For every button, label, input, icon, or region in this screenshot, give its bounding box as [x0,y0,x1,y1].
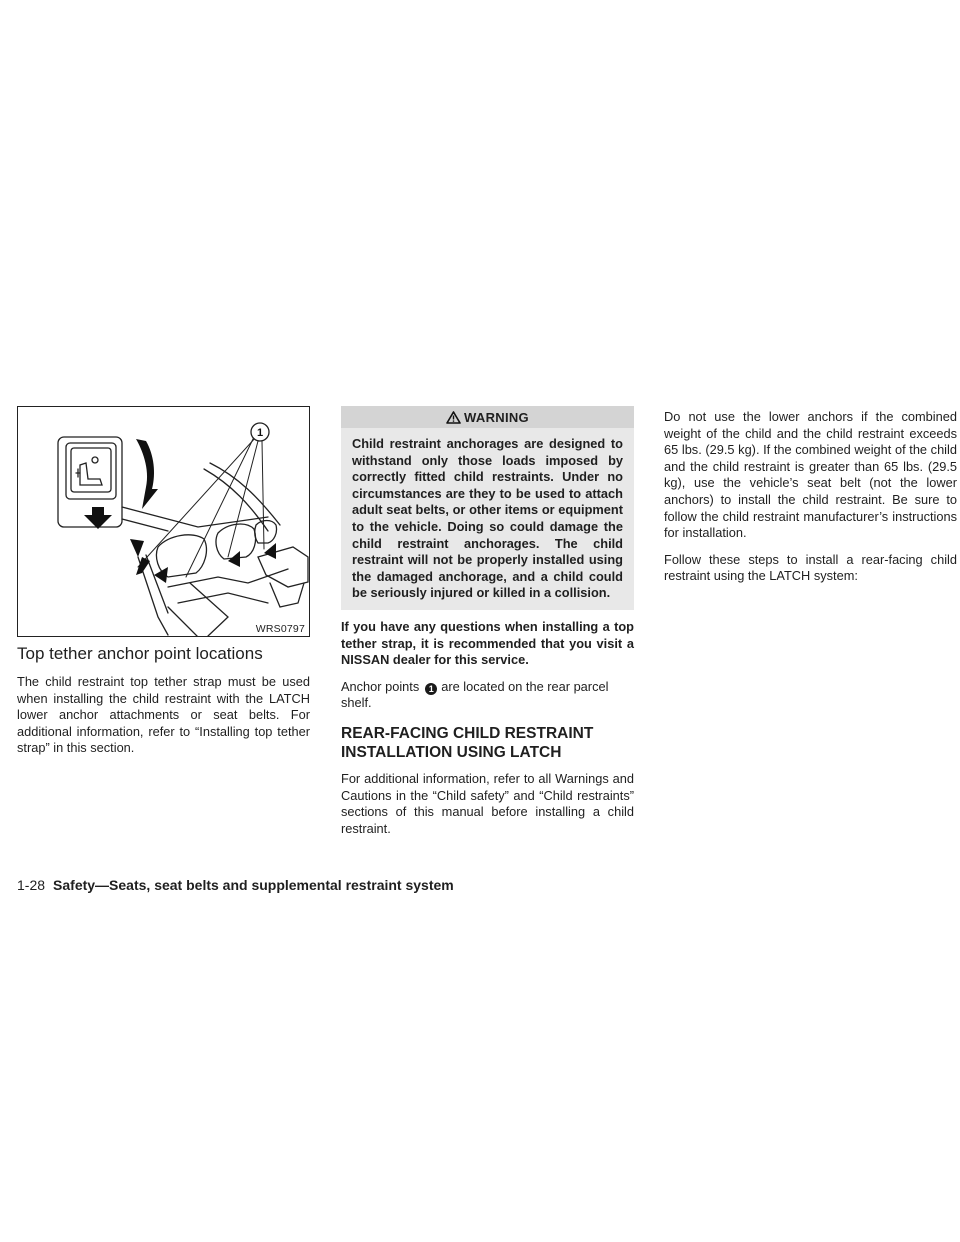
warning-box [341,406,634,610]
column-2 [341,406,634,847]
rear-shelf-drawing [18,407,309,636]
column-1 [17,406,310,767]
paragraph: For additional information, refer to all Warnings and Cautions in the “Child safety” and “Child restraints” sections of this manual before installing a child restraint. [341,770,634,836]
subheading: REAR-FACING CHILD RESTRAINT INSTALLATION USING LATCH [341,724,594,761]
svg-text:1: 1 [256,427,264,439]
dealer-advice: If you have any questions when installing a top tether strap, it is recommended that you visit a NISSAN dealer for this service. [341,618,634,668]
warning-triangle-icon [446,411,461,424]
paragraph: The child restraint top tether strap must be used when installing the child restraint with the LATCH lower anchor attachments or seat belts. For additional information, refer to “Installing top tether strap” in this section. [17,674,310,756]
warning-header [341,406,634,428]
callout-1-icon: 1 [425,683,437,695]
page-number: 1-28 [17,877,46,893]
direction-arrows [84,439,276,583]
chapter-title: Safety—Seats, seat belts and supplemental restraint system [53,877,454,893]
page-footer [17,877,454,893]
anchor-points-paragraph: Anchor points 1 are located on the rear parcel shelf. [341,678,609,711]
column-3 [664,409,957,595]
section-title: Top tether anchor point locations [17,644,263,663]
warning-text: Child restraint anchorages are designed to withstand only those loads imposed by correctly fitted child restraints. Under no circumstances are they to be used to attach adult seat belts, or other items or equipment to the vehicle. Doing so could damage the child restraint anchorages. The child restraint will not be properly installed using the damaged anchorage, and a child could be seriously injured or killed in a collision. [352,436,623,601]
weight-limit-paragraph: Do not use the lower anchors if the combined weight of the child and the child restraint exceeds 65 lbs. (29.5 kg). If the combined weight of the child and the child restraint is greater than 65 lbs. (29.5 kg), use the vehicle’s seat belt (not the lower anchors) to install the child restraint. Be sure to follow the child restraint manufacturer’s instructions for installation. [664,409,957,541]
tether-anchor-illustration [17,406,310,637]
steps-intro-paragraph: Follow these steps to install a rear-facing child restraint using the LATCH system: [664,551,957,584]
inset-frame [58,437,122,527]
warning-label: WARNING [464,409,529,425]
figure-code: WRS0797 [255,623,305,635]
